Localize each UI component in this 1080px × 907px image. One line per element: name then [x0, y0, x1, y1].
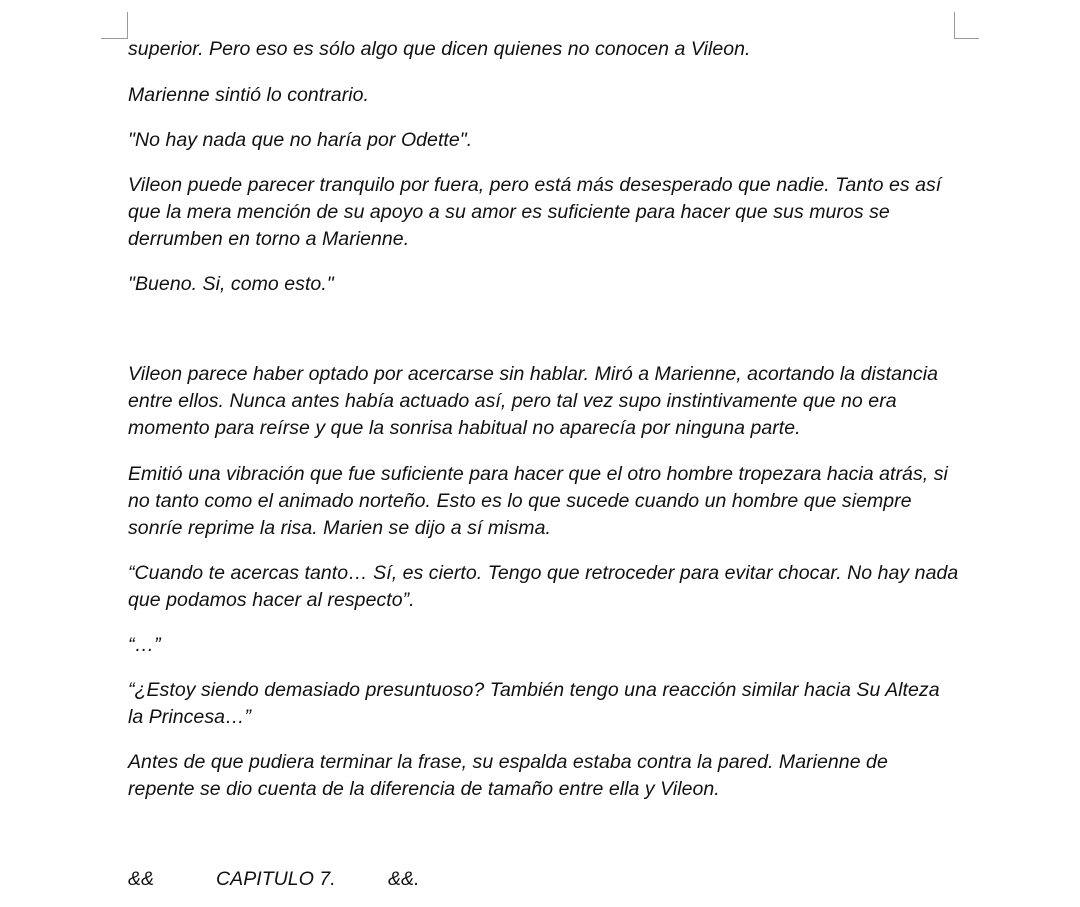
paragraph-line: Emitió una vibración que fue suficiente para hacer que el otro hombre tropezara hacia atrás, si	[128, 463, 948, 485]
paragraph-line: "No hay nada que no haría por Odette".	[128, 129, 473, 151]
chapter-right-marker: &&.	[388, 868, 420, 890]
paragraph-line: Marienne sintió lo contrario.	[128, 84, 369, 106]
paragraph-line: sonríe reprime la risa. Marien se dijo a sí misma.	[128, 517, 551, 539]
paragraph-line: no tanto como el animado norteño. Esto es lo que sucede cuando un hombre que siempre	[128, 490, 912, 512]
paragraph-line: que la mera mención de su apoyo a su amor es suficiente para hacer que sus muros se	[128, 201, 890, 223]
paragraph-line: “…”	[128, 634, 161, 656]
paragraph-line: “¿Estoy siendo demasiado presuntuoso? También tengo una reacción similar hacia Su Alteza	[128, 679, 940, 701]
paragraph-line: la Princesa…”	[128, 706, 252, 728]
top-left-margin-marker	[101, 12, 128, 39]
paragraph-line: "Bueno. Si, como esto."	[128, 273, 334, 295]
paragraph-line: entre ellos. Nunca antes había actuado así, pero tal vez supo instintivamente que no era	[128, 390, 897, 412]
paragraph-line: que podamos hacer al respecto”.	[128, 589, 415, 611]
chapter-heading	[128, 866, 528, 893]
paragraph-line: repente se dio cuenta de la diferencia de tamaño entre ella y Vileon.	[128, 778, 720, 800]
top-right-margin-marker	[954, 12, 979, 39]
paragraph-line: momento para reírse y que la sonrisa habitual no aparecía por ninguna parte.	[128, 417, 801, 439]
paragraph-line: derrumben en torno a Marienne.	[128, 228, 410, 250]
paragraph-line: superior. Pero eso es sólo algo que dicen quienes no conocen a Vileon.	[128, 38, 751, 60]
chapter-title: CAPITULO 7.	[216, 868, 336, 890]
chapter-left-marker: &&	[128, 868, 155, 890]
paragraph-line: Vileon parece haber optado por acercarse sin hablar. Miró a Marienne, acortando la distancia	[128, 363, 938, 385]
paragraph-line: Vileon puede parecer tranquilo por fuera, pero está más desesperado que nadie. Tanto es así	[128, 174, 942, 196]
paragraph-line: Antes de que pudiera terminar la frase, su espalda estaba contra la pared. Marienne de	[128, 751, 888, 773]
paragraph-line: “Cuando te acercas tanto… Sí, es cierto. Tengo que retroceder para evitar chocar. No hay nada	[128, 562, 959, 584]
